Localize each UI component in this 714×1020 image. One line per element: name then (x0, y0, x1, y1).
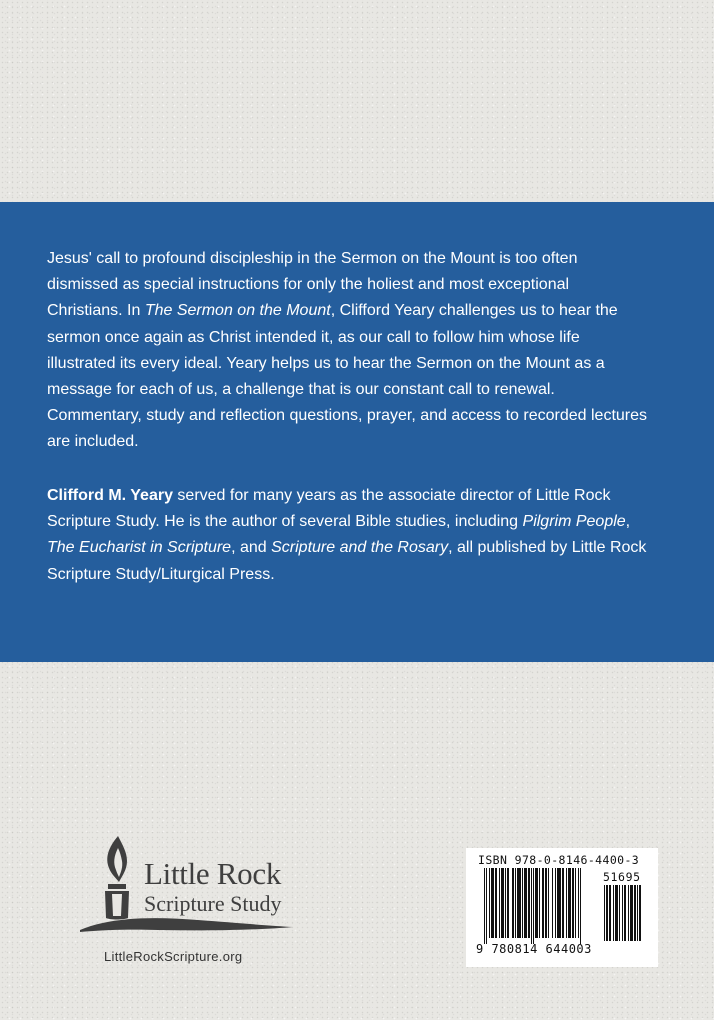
bio-text-1: served for many years as the associate director of Little Rock Scripture Study. He is the author of several Bible studies, including (47, 487, 611, 531)
isbn-label: ISBN 978-0-8146-4400-3 (478, 853, 640, 867)
isbn-barcode (466, 848, 658, 967)
publisher-logo (78, 834, 318, 944)
description-text-1: Jesus' call to profound discipleship in the Sermon on the Mount is too often dismissed as special instructions for only the holiest and most exceptional Christians. In (47, 250, 578, 320)
bio-book-3: Scripture and the Rosary (271, 539, 449, 557)
bio-text-3: , and (231, 539, 272, 557)
bio-text-4: , all published by Little Rock Scripture Study/Liturgical Press. (47, 539, 647, 583)
logo-wordmark-line2: Scripture Study (144, 891, 282, 916)
author-bio (47, 483, 647, 588)
bio-book-2: The Eucharist in Scripture (47, 539, 232, 557)
book-title: The Sermon on the Mount (144, 302, 331, 320)
publisher-url: LittleRockScripture.org (104, 949, 243, 964)
addon-barcode-bars (604, 885, 648, 943)
logo-wordmark-line1: Little Rock (144, 856, 282, 891)
description-text-2: , Clifford Yeary challenges us to hear the sermon once again as Christ intended it, as our call to follow him whose life illustrated its every ideal. Yeary helps us to hear the Sermon on the Mount as a message for each of us, a challenge that is our constant call to renewal. Commentary, study and reflection questions, prayer, and access to recorded lectures are included. (47, 302, 648, 451)
bio-book-1: Pilgrim People (522, 513, 626, 531)
ean-barcode-bars (484, 868, 592, 944)
author-name: Clifford M. Yeary (47, 487, 173, 504)
book-description (47, 246, 647, 456)
bio-text-2: , (625, 513, 631, 531)
price-code: 51695 (603, 870, 641, 884)
ean-digits: 9 780814 644003 (476, 942, 592, 956)
